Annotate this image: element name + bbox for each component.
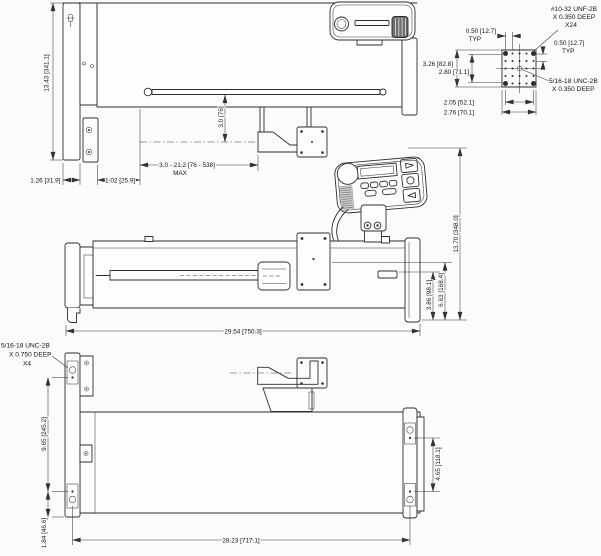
note-tap-center-line2: X 0.350 DEEP (552, 86, 595, 93)
dim-height-screw: 3.86 [98.1] (426, 279, 434, 311)
note-tap-4-line1: 5/16-18 UNC-2B (1, 342, 50, 350)
clamp-plate-top (83, 118, 98, 162)
pusher-plate-top (297, 127, 327, 157)
dim-pitch-right-typ: TYP (562, 48, 575, 55)
end-bracket-right-side (405, 238, 420, 322)
dim-travel-max: MAX (173, 169, 187, 177)
dim-base-offset: 1.84 [46.6] (41, 517, 49, 549)
note-tap-4-line2: X 0.750 DEEP (9, 351, 52, 359)
dim-plate-height: 3.26 [82.8] (422, 61, 453, 68)
note-tap-4-line3: X4 (23, 360, 32, 368)
dim-bracket-offset: 1.02 [25.9] (105, 177, 136, 185)
dim-hole-span-v: 2.80 [71.1] (438, 69, 469, 76)
dim-hole-span-vertical: 9.65 [245.2] (41, 417, 49, 451)
screw-end (378, 271, 397, 278)
panel-mount-bracket (361, 205, 390, 243)
note-tap-24-line3: X24 (565, 22, 577, 29)
dim-hole-span-horizontal: 28.23 [717.1] (222, 537, 260, 545)
drive-head (330, 2, 415, 45)
dim-pitch-top-typ: TYP (468, 36, 481, 43)
limit-tab (145, 237, 153, 242)
syringe-rod-top (144, 88, 386, 96)
speaker-grille-icon (339, 186, 354, 211)
head-tab (357, 40, 382, 45)
pusher-block-side (258, 262, 290, 290)
carriage-tower (297, 233, 330, 290)
dim-height-block: 6.63 [168.4] (438, 273, 446, 307)
dim-height-overall-side: 13.70 [348.0] (453, 215, 461, 253)
dim-travel-range: 3.0 - 21.2 [76 - 538] (159, 162, 215, 170)
pump-body-bottom (80, 412, 420, 513)
ribbed-knob-icon (392, 17, 408, 38)
note-tap-24-line2: X 0.350 DEEP (552, 14, 596, 21)
dim-hole-span-right: 4.65 [118.1] (435, 447, 443, 481)
dim-plate-width: 2.76 [70.1] (443, 109, 474, 117)
dim-height-overall: 13.43 [341.1] (43, 54, 51, 92)
note-tap-24-line1: #10-32 UNF-2B (550, 6, 598, 13)
note-tap-center-line1: 5/16-18 UNC-2B (549, 78, 598, 85)
dim-drop-height: 3.0 [76] (218, 106, 226, 128)
syringe-rod-side (96, 271, 258, 281)
display-slot (355, 21, 389, 26)
dim-hole-span-h: 2.05 [52.1] (443, 99, 474, 107)
dim-length-overall: 29.54 [750.3] (224, 328, 262, 336)
dim-bracket-width: 1.26 [31.9] (30, 177, 61, 185)
dim-pitch-top: 0.50 [12.7] (465, 28, 496, 35)
knob-icon (335, 17, 349, 31)
dim-pitch-right: 0.50 [12.7] (554, 40, 585, 47)
end-bracket-right-bottom (403, 408, 424, 518)
